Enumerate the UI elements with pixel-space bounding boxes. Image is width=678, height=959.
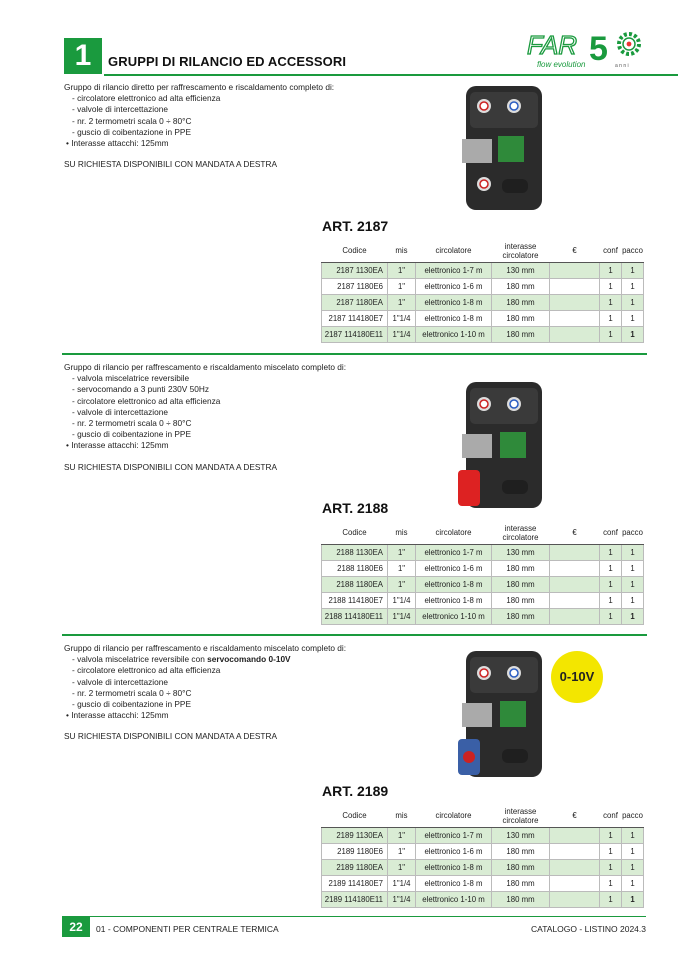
- feature-item: - circolatore elettronico ad alta efficienza: [72, 395, 221, 406]
- feature-item: - guscio di coibentazione in PPE: [72, 126, 192, 137]
- page-title: GRUPPI DI RILANCIO ED ACCESSORI: [108, 54, 347, 69]
- table-row: 2188 1180E6 1" elettronico 1-6 m 180 mm 1 1: [322, 560, 644, 576]
- servo-0-10v-badge: 0-10V: [551, 651, 603, 703]
- col-header-circolatore: circolatore: [416, 805, 492, 827]
- feature-item: - servocomando a 3 punti 230V 50Hz: [72, 384, 209, 395]
- product-image-2187: [462, 84, 548, 214]
- section-art-2187: [62, 82, 647, 352]
- logo-anni: a n n i: [615, 63, 629, 69]
- col-header-euro: €: [550, 805, 600, 827]
- col-header-mis: mis: [388, 522, 416, 544]
- col-header-circolatore: circolatore: [416, 522, 492, 544]
- feature-item: - valvola miscelatrice reversibile: [72, 373, 190, 384]
- feature-bullet: • Interasse attacchi: 125mm: [66, 710, 169, 721]
- description-intro: Gruppo di rilancio per raffrescamento e riscaldamento miscelato completo di:: [64, 362, 347, 372]
- section-divider: [62, 634, 647, 636]
- col-header-pacco: pacco: [622, 240, 644, 262]
- article-title: ART. 2188: [322, 500, 389, 516]
- description-intro: Gruppo di rilancio diretto per raffrescamento e riscaldamento completo di:: [64, 82, 335, 92]
- article-title: ART. 2187: [322, 218, 389, 234]
- col-header-euro: €: [550, 240, 600, 262]
- feature-bullet: • Interasse attacchi: 125mm: [66, 138, 169, 149]
- article-title: ART. 2189: [322, 783, 389, 799]
- col-header-mis: mis: [388, 240, 416, 262]
- section-art-2188: [62, 362, 647, 632]
- table-row: 2189 114180E7 1"1/4 elettronico 1-8 m 180 mm 1 1: [322, 875, 644, 891]
- footer-catalog-label: CATALOGO - LISTINO 2024.3: [531, 924, 646, 934]
- table-row: 2187 114180E11 1"1/4 elettronico 1-10 m 180 mm 1 1: [322, 326, 644, 342]
- availability-note: SU RICHIESTA DISPONIBILI CON MANDATA A DESTRA: [64, 159, 277, 170]
- footer-divider: [62, 916, 646, 917]
- feature-item: - valvole di intercettazione: [72, 104, 168, 115]
- feature-item: - valvole di intercettazione: [72, 676, 168, 687]
- col-header-mis: mis: [388, 805, 416, 827]
- logo-number: 5: [589, 30, 608, 68]
- feature-item: - guscio di coibentazione in PPE: [72, 429, 192, 440]
- feature-item: - nr. 2 termometri scala 0 ÷ 80°C: [72, 418, 192, 429]
- feature-bullet: • Interasse attacchi: 125mm: [66, 440, 169, 451]
- col-header-interasse: interasse circolatore: [492, 805, 550, 827]
- feature-item: - nr. 2 termometri scala 0 ÷ 80°C: [72, 687, 192, 698]
- feature-item: - valvole di intercettazione: [72, 406, 168, 417]
- table-row: 2189 1180E6 1" elettronico 1-6 m 180 mm 1 1: [322, 843, 644, 859]
- col-header-euro: €: [550, 522, 600, 544]
- feature-item: - nr. 2 termometri scala 0 ÷ 80°C: [72, 115, 192, 126]
- col-header-conf: conf: [600, 240, 622, 262]
- page-number: 22: [62, 917, 90, 937]
- section-art-2189: [62, 643, 647, 911]
- col-header-conf: conf: [600, 805, 622, 827]
- col-header-codice: Codice: [322, 805, 388, 827]
- feature-item: - valvola miscelatrice reversibile con servocomando 0-10V: [72, 654, 291, 665]
- table-row: 2187 1180E6 1" elettronico 1-6 m 180 mm 1 1: [322, 278, 644, 294]
- table-row: 2187 114180E7 1"1/4 elettronico 1-8 m 180 mm 1 1: [322, 310, 644, 326]
- table-row: 2189 1130EA 1" elettronico 1-7 m 130 mm 1 1: [322, 827, 644, 843]
- table-row: 2188 114180E7 1"1/4 elettronico 1-8 m 180 mm 1 1: [322, 592, 644, 608]
- product-description: [64, 362, 346, 473]
- section-divider: [62, 353, 647, 355]
- product-image-2189: [458, 649, 548, 783]
- price-table: [321, 805, 644, 908]
- col-header-interasse: interasse circolatore: [492, 522, 550, 544]
- product-description: [64, 643, 346, 743]
- col-header-codice: Codice: [322, 240, 388, 262]
- col-header-interasse: interasse circolatore: [492, 240, 550, 262]
- table-row: 2187 1130EA 1" elettronico 1-7 m 130 mm 1 1: [322, 262, 644, 278]
- gear-icon: [619, 34, 639, 54]
- logo-brand: FAR: [527, 30, 578, 60]
- description-intro: Gruppo di rilancio per raffrescamento e riscaldamento miscelato completo di:: [64, 643, 347, 653]
- col-header-pacco: pacco: [622, 522, 644, 544]
- table-row: 2188 1130EA 1" elettronico 1-7 m 130 mm 1 1: [322, 544, 644, 560]
- header-divider: [104, 74, 678, 76]
- col-header-pacco: pacco: [622, 805, 644, 827]
- feature-item: - circolatore elettronico ad alta efficienza: [72, 665, 221, 676]
- price-table: [321, 240, 644, 343]
- col-header-codice: Codice: [322, 522, 388, 544]
- table-row: 2188 114180E11 1"1/4 elettronico 1-10 m 180 mm 1 1: [322, 608, 644, 624]
- feature-item: - guscio di coibentazione in PPE: [72, 699, 192, 710]
- logo-tagline: flow evolution: [537, 60, 586, 69]
- product-image-2188: [458, 380, 548, 514]
- col-header-conf: conf: [600, 522, 622, 544]
- table-row: 2187 1180EA 1" elettronico 1-8 m 180 mm 1 1: [322, 294, 644, 310]
- table-row: 2189 1180EA 1" elettronico 1-8 m 180 mm 1 1: [322, 859, 644, 875]
- col-header-circolatore: circolatore: [416, 240, 492, 262]
- availability-note: SU RICHIESTA DISPONIBILI CON MANDATA A DESTRA: [64, 731, 277, 742]
- feature-item: - circolatore elettronico ad alta efficienza: [72, 93, 221, 104]
- price-table: [321, 522, 644, 625]
- product-description: [64, 82, 334, 170]
- table-row: 2188 1180EA 1" elettronico 1-8 m 180 mm 1 1: [322, 576, 644, 592]
- table-row: 2189 114180E11 1"1/4 elettronico 1-10 m 180 mm 1 1: [322, 891, 644, 907]
- footer-section-label: 01 - COMPONENTI PER CENTRALE TERMICA: [96, 924, 279, 934]
- availability-note: SU RICHIESTA DISPONIBILI CON MANDATA A DESTRA: [64, 461, 277, 472]
- far-logo: [525, 26, 645, 72]
- chapter-number: 1: [64, 38, 102, 74]
